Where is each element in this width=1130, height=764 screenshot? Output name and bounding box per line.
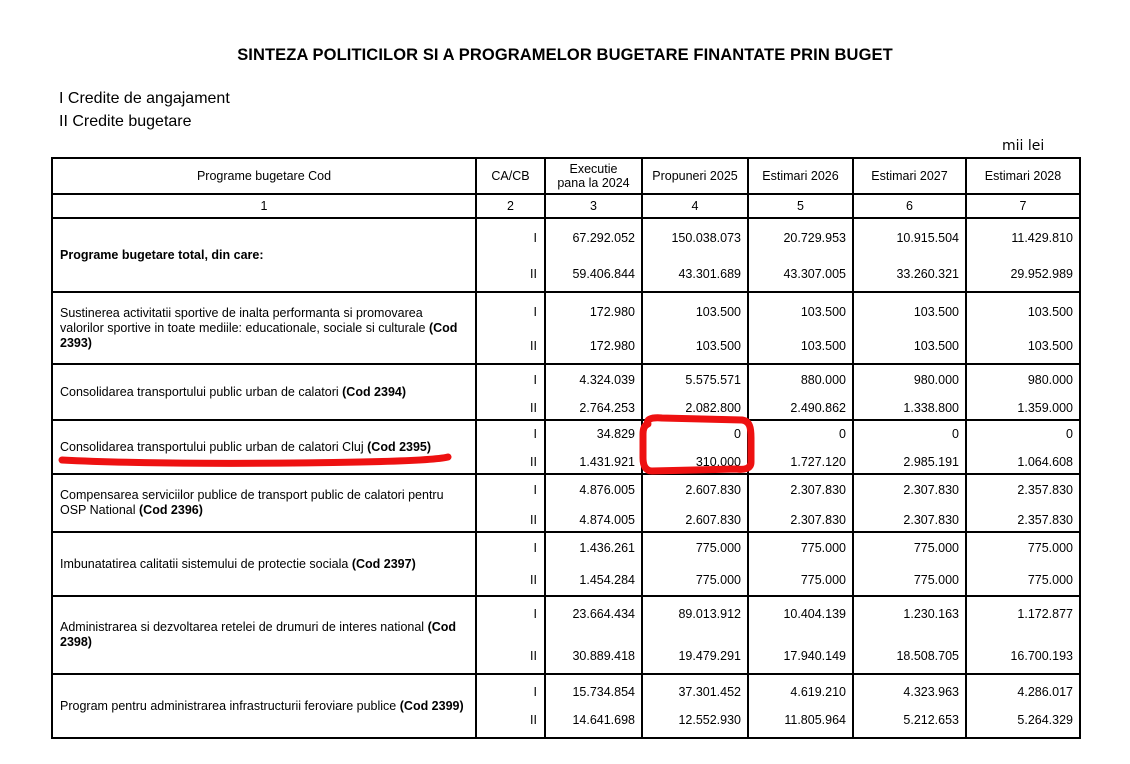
value-cell-estimari-2027 xyxy=(853,474,966,532)
program-name: Compensarea serviciilor publice de transport public de calatori pentru OSP National xyxy=(60,488,444,517)
value-credite-bugetare: 33.260.321 xyxy=(896,267,959,281)
ca-label-credite-angajament: I xyxy=(533,231,537,245)
program-name: Administrarea si dezvoltarea retelei de drumuri de interes national xyxy=(60,620,425,634)
program-row xyxy=(52,596,1080,674)
value-credite-angajament: 0 xyxy=(952,427,959,441)
value-cell-propuneri-2025 xyxy=(642,218,748,292)
value-credite-angajament: 880.000 xyxy=(800,373,846,387)
value-credite-bugetare: 2.307.830 xyxy=(903,513,959,527)
program-code: (Cod 2393) xyxy=(60,320,458,350)
cb-label-credite-bugetare: II xyxy=(530,573,537,587)
ca-label-credite-angajament: I xyxy=(533,373,537,387)
program-code: (Cod 2395) xyxy=(367,439,432,454)
header-executie-2024: Executie pana la 2024 xyxy=(545,158,642,194)
value-credite-bugetare: 12.552.930 xyxy=(678,713,741,727)
value-cell-propuneri-2025 xyxy=(642,474,748,532)
program-row xyxy=(52,364,1080,420)
program-name-cell xyxy=(52,218,476,292)
cb-label-credite-bugetare: II xyxy=(530,267,537,281)
legend-credite-bugetare: II Credite bugetare xyxy=(59,113,192,130)
program-code: (Cod 2394) xyxy=(342,384,407,399)
ca-label-credite-angajament: I xyxy=(533,685,537,699)
ca-cb-cell xyxy=(476,364,545,420)
value-cell-estimari-2028 xyxy=(966,218,1080,292)
header-programe-bugetare: Programe bugetare Cod xyxy=(52,158,476,194)
column-number: 7 xyxy=(966,194,1080,218)
value-cell-estimari-2028 xyxy=(966,474,1080,532)
program-name-cell xyxy=(52,532,476,596)
ca-cb-cell xyxy=(476,474,545,532)
value-cell-estimari-2026 xyxy=(748,532,853,596)
value-credite-angajament: 0 xyxy=(734,427,741,441)
value-credite-angajament: 775.000 xyxy=(695,541,741,555)
value-credite-bugetare: 775.000 xyxy=(913,573,959,587)
value-credite-angajament: 103.500 xyxy=(1027,305,1073,319)
ca-cb-cell xyxy=(476,596,545,674)
program-code: (Cod 2396) xyxy=(139,503,203,517)
cb-label-credite-bugetare: II xyxy=(530,401,537,415)
value-credite-bugetare: 775.000 xyxy=(1027,573,1073,587)
ca-label-credite-angajament: I xyxy=(533,427,537,441)
program-code: (Cod 2399) xyxy=(399,698,464,713)
ca-label-credite-angajament: I xyxy=(533,607,537,621)
page-title: SINTEZA POLITICILOR SI A PROGRAMELOR BUGETARE FINANTATE PRIN BUGET xyxy=(237,46,893,64)
ca-cb-cell xyxy=(476,674,545,738)
value-credite-angajament: 0 xyxy=(839,427,846,441)
value-cell-estimari-2026 xyxy=(748,474,853,532)
value-credite-bugetare: 29.952.989 xyxy=(1010,267,1073,281)
header-propuneri-2025: Propuneri 2025 xyxy=(642,158,748,194)
legend-credite-angajament: I Credite de angajament xyxy=(59,90,230,107)
value-credite-angajament: 775.000 xyxy=(1027,541,1073,555)
value-credite-angajament: 103.500 xyxy=(913,305,959,319)
value-credite-bugetare: 5.264.329 xyxy=(1017,713,1073,727)
value-credite-bugetare: 2.082.800 xyxy=(685,401,741,415)
program-code: (Cod 2398) xyxy=(60,620,457,649)
value-cell-propuneri-2025 xyxy=(642,292,748,364)
value-cell-executie-2024 xyxy=(545,364,642,420)
value-credite-angajament: 37.301.452 xyxy=(678,685,741,699)
column-number: 6 xyxy=(853,194,966,218)
value-credite-bugetare: 1.359.000 xyxy=(1017,401,1073,415)
unit-label: mii lei xyxy=(1002,138,1045,154)
value-credite-bugetare: 103.500 xyxy=(800,339,846,353)
value-credite-bugetare: 59.406.844 xyxy=(572,267,635,281)
header-row xyxy=(52,158,1080,194)
program-row xyxy=(52,292,1080,364)
header-estimari-2026: Estimari 2026 xyxy=(748,158,853,194)
program-name: Imbunatatirea calitatii sistemului de protectie sociala xyxy=(60,556,349,571)
program-name-cell xyxy=(52,292,476,364)
column-number: 2 xyxy=(476,194,545,218)
ca-cb-cell xyxy=(476,292,545,364)
value-credite-bugetare: 2.607.830 xyxy=(685,513,741,527)
value-credite-bugetare: 43.301.689 xyxy=(678,267,741,281)
value-credite-angajament: 2.307.830 xyxy=(790,483,846,497)
program-code: (Cod 2397) xyxy=(351,556,416,571)
value-credite-angajament: 5.575.571 xyxy=(685,373,741,387)
value-credite-bugetare: 1.064.608 xyxy=(1017,455,1073,469)
budget-programs-table xyxy=(51,157,1081,739)
value-credite-angajament: 20.729.953 xyxy=(783,231,846,245)
program-name: Sustinerea activitatii sportive de inalta performanta si promovarea valorilor sportive in toate mediile: educationale, sociale si culturale xyxy=(60,305,426,335)
value-credite-bugetare: 19.479.291 xyxy=(678,649,741,663)
ca-cb-cell xyxy=(476,420,545,474)
value-cell-estimari-2027 xyxy=(853,674,966,738)
ca-label-credite-angajament: I xyxy=(533,305,537,319)
value-credite-angajament: 4.324.039 xyxy=(579,373,635,387)
column-number: 3 xyxy=(545,194,642,218)
program-name-cell xyxy=(52,420,476,474)
value-credite-bugetare: 310.000 xyxy=(695,455,741,469)
header-ca-cb: CA/CB xyxy=(476,158,545,194)
value-cell-estimari-2026 xyxy=(748,674,853,738)
value-credite-angajament: 1.230.163 xyxy=(903,607,959,621)
value-credite-angajament: 2.307.830 xyxy=(903,483,959,497)
value-cell-executie-2024 xyxy=(545,420,642,474)
value-cell-executie-2024 xyxy=(545,596,642,674)
value-cell-estimari-2028 xyxy=(966,674,1080,738)
value-credite-angajament: 1.172.877 xyxy=(1017,607,1073,621)
value-credite-bugetare: 1.454.284 xyxy=(579,573,635,587)
value-credite-bugetare: 11.805.964 xyxy=(784,713,846,727)
value-cell-estimari-2026 xyxy=(748,420,853,474)
value-credite-bugetare: 2.764.253 xyxy=(579,401,635,415)
program-row xyxy=(52,474,1080,532)
value-cell-estimari-2027 xyxy=(853,596,966,674)
cb-label-credite-bugetare: II xyxy=(530,513,537,527)
value-cell-estimari-2027 xyxy=(853,364,966,420)
value-cell-executie-2024 xyxy=(545,292,642,364)
value-cell-propuneri-2025 xyxy=(642,364,748,420)
column-number: 1 xyxy=(52,194,476,218)
value-credite-bugetare: 43.307.005 xyxy=(783,267,846,281)
value-credite-angajament: 150.038.073 xyxy=(671,231,741,245)
value-cell-estimari-2027 xyxy=(853,218,966,292)
value-credite-bugetare: 2.307.830 xyxy=(790,513,846,527)
value-cell-estimari-2028 xyxy=(966,596,1080,674)
value-credite-bugetare: 2.490.862 xyxy=(790,401,846,415)
program-name: Program pentru administrarea infrastructurii feroviare publice xyxy=(60,698,397,713)
value-credite-angajament: 15.734.854 xyxy=(572,685,635,699)
value-cell-estimari-2026 xyxy=(748,292,853,364)
value-credite-bugetare: 17.940.149 xyxy=(783,649,846,663)
value-credite-angajament: 4.876.005 xyxy=(579,483,635,497)
value-credite-bugetare: 775.000 xyxy=(695,573,741,587)
cb-label-credite-bugetare: II xyxy=(530,713,537,727)
value-credite-angajament: 0 xyxy=(1066,427,1073,441)
value-credite-bugetare: 30.889.418 xyxy=(572,649,635,663)
value-cell-executie-2024 xyxy=(545,474,642,532)
value-credite-angajament: 980.000 xyxy=(913,373,959,387)
value-credite-bugetare: 775.000 xyxy=(800,573,846,587)
value-cell-executie-2024 xyxy=(545,674,642,738)
value-credite-angajament: 775.000 xyxy=(913,541,959,555)
value-cell-estimari-2028 xyxy=(966,292,1080,364)
value-credite-angajament: 775.000 xyxy=(800,541,846,555)
value-credite-bugetare: 14.641.698 xyxy=(572,713,635,727)
value-credite-angajament: 4.323.963 xyxy=(903,685,959,699)
value-credite-bugetare: 4.874.005 xyxy=(579,513,635,527)
value-cell-propuneri-2025 xyxy=(642,674,748,738)
cb-label-credite-bugetare: II xyxy=(530,649,537,663)
program-name-cell xyxy=(52,596,476,674)
value-credite-angajament: 89.013.912 xyxy=(678,607,741,621)
value-credite-bugetare: 5.212.653 xyxy=(903,713,959,727)
value-credite-bugetare: 103.500 xyxy=(695,339,741,353)
program-name: Consolidarea transportului public urban de calatori xyxy=(60,384,339,399)
value-credite-angajament: 67.292.052 xyxy=(572,231,635,245)
value-credite-angajament: 103.500 xyxy=(695,305,741,319)
value-cell-estimari-2027 xyxy=(853,532,966,596)
value-credite-angajament: 4.286.017 xyxy=(1017,685,1073,699)
program-row xyxy=(52,420,1080,474)
value-credite-bugetare: 1.431.921 xyxy=(579,455,635,469)
value-credite-bugetare: 2.985.191 xyxy=(903,455,959,469)
value-credite-bugetare: 18.508.705 xyxy=(896,649,959,663)
program-name: Consolidarea transportului public urban de calatori Cluj xyxy=(60,439,364,454)
value-cell-executie-2024 xyxy=(545,218,642,292)
value-credite-bugetare: 1.727.120 xyxy=(790,455,846,469)
ca-label-credite-angajament: I xyxy=(533,541,537,555)
program-row xyxy=(52,218,1080,292)
value-credite-angajament: 10.915.504 xyxy=(896,231,959,245)
value-cell-estimari-2026 xyxy=(748,596,853,674)
value-credite-angajament: 11.429.810 xyxy=(1011,231,1073,245)
value-cell-estimari-2027 xyxy=(853,292,966,364)
value-credite-bugetare: 2.357.830 xyxy=(1017,513,1073,527)
value-credite-bugetare: 172.980 xyxy=(589,339,635,353)
value-credite-bugetare: 103.500 xyxy=(1027,339,1073,353)
value-credite-angajament: 172.980 xyxy=(589,305,635,319)
program-name-cell xyxy=(52,474,476,532)
value-credite-angajament: 34.829 xyxy=(596,427,635,441)
value-cell-estimari-2026 xyxy=(748,364,853,420)
value-cell-estimari-2028 xyxy=(966,420,1080,474)
value-cell-executie-2024 xyxy=(545,532,642,596)
value-credite-angajament: 10.404.139 xyxy=(783,607,846,621)
value-credite-angajament: 2.607.830 xyxy=(685,483,741,497)
program-name: Programe bugetare total, din care: xyxy=(60,247,264,262)
value-cell-estimari-2028 xyxy=(966,532,1080,596)
cb-label-credite-bugetare: II xyxy=(530,339,537,353)
value-credite-angajament: 980.000 xyxy=(1027,373,1073,387)
value-cell-propuneri-2025 xyxy=(642,532,748,596)
ca-cb-cell xyxy=(476,218,545,292)
value-credite-bugetare: 16.700.193 xyxy=(1010,649,1073,663)
value-cell-estimari-2027 xyxy=(853,420,966,474)
program-row xyxy=(52,532,1080,596)
value-credite-angajament: 4.619.210 xyxy=(790,685,846,699)
value-credite-angajament: 2.357.830 xyxy=(1017,483,1073,497)
value-cell-propuneri-2025 xyxy=(642,596,748,674)
value-credite-angajament: 23.664.434 xyxy=(572,607,635,621)
value-cell-estimari-2028 xyxy=(966,364,1080,420)
column-number: 5 xyxy=(748,194,853,218)
header-estimari-2027: Estimari 2027 xyxy=(853,158,966,194)
header-estimari-2028: Estimari 2028 xyxy=(966,158,1080,194)
ca-cb-cell xyxy=(476,532,545,596)
value-cell-propuneri-2025 xyxy=(642,420,748,474)
program-name-cell xyxy=(52,364,476,420)
cb-label-credite-bugetare: II xyxy=(530,455,537,469)
value-credite-angajament: 1.436.261 xyxy=(579,541,635,555)
value-cell-estimari-2026 xyxy=(748,218,853,292)
program-row xyxy=(52,674,1080,738)
value-credite-bugetare: 103.500 xyxy=(913,339,959,353)
value-credite-angajament: 103.500 xyxy=(800,305,846,319)
value-credite-bugetare: 1.338.800 xyxy=(903,401,959,415)
column-number: 4 xyxy=(642,194,748,218)
ca-label-credite-angajament: I xyxy=(533,483,537,497)
column-number-row xyxy=(52,194,1080,218)
program-name-cell xyxy=(52,674,476,738)
